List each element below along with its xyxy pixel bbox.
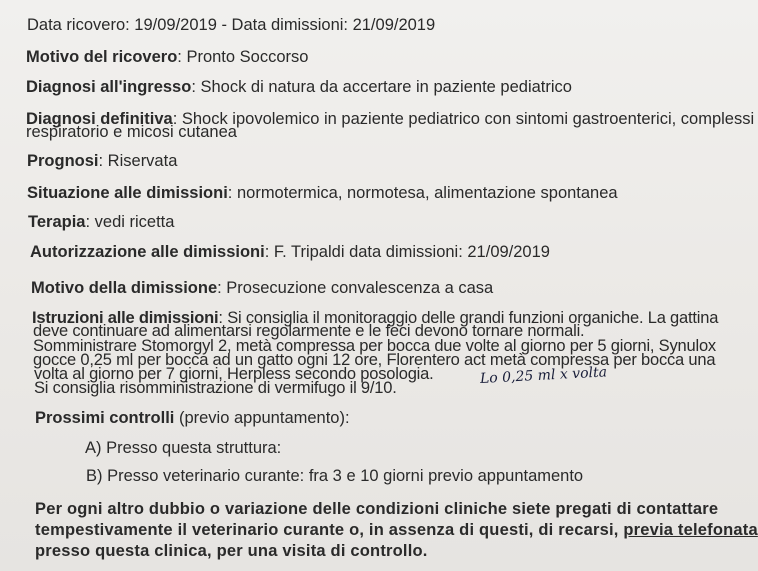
footer-line-1	[35, 501, 718, 518]
footer-text-3: presso questa clinica, per una visita di controllo.	[35, 542, 428, 560]
prognosi-label: Prognosi	[27, 152, 99, 170]
controlli-heading-bold: Prossimi controlli	[35, 409, 175, 427]
istruzioni-text-5: volta al giorno per 7 giorni, Herpless secondo posologia.	[34, 365, 434, 383]
handwritten-note: Lo 0,25 ml x volta	[479, 364, 608, 387]
footer-text-2: tempestivamente il veterinario curante o, in assenza di questi, di recarsi,	[35, 521, 624, 539]
controlli-item-b	[86, 468, 583, 485]
autorizzazione-row	[30, 244, 550, 261]
motivo-ricovero-value: : Pronto Soccorso	[177, 48, 309, 66]
diagnosi-definitiva-value: : Shock ipovolemico in paziente pediatrico con sintomi gastroenterici, complessi	[172, 110, 755, 128]
footer-line-2	[35, 522, 758, 539]
motivo-ricovero-row	[26, 49, 308, 66]
footer-line-3	[35, 543, 428, 560]
controlli-heading-rest: (previo appuntamento):	[174, 409, 350, 427]
controlli-item-b-text: B) Presso veterinario curante: fra 3 e 10 giorni previo appuntamento	[86, 467, 584, 485]
controlli-item-a-text: A) Presso questa struttura:	[85, 439, 282, 457]
autorizzazione-label: Autorizzazione alle dimissioni	[30, 243, 265, 261]
istruzioni-label: Istruzioni alle dimissioni	[32, 309, 219, 327]
autorizzazione-value: : F. Tripaldi data dimissioni: 21/09/2019	[264, 243, 550, 261]
diagnosi-ingresso-label: Diagnosi all'ingresso	[26, 78, 192, 96]
istruzioni-text-2: deve continuare ad alimentarsi regolarmente e le feci devono tornare normali.	[33, 322, 585, 340]
footer-link-previa-telefonata: previa telefonata	[623, 521, 758, 539]
motivo-ricovero-label: Motivo del ricovero	[26, 48, 178, 66]
date-line	[27, 17, 435, 34]
situazione-row	[27, 185, 618, 202]
diagnosi-ingresso-row	[26, 79, 572, 96]
istruzioni-line-6	[34, 380, 397, 397]
diagnosi-ingresso-value: : Shock di natura da accertare in paziente pediatrico	[191, 78, 572, 96]
motivo-dimissione-label: Motivo della dimissione	[31, 279, 218, 297]
controlli-item-a	[85, 440, 281, 457]
prognosi-row	[27, 153, 177, 170]
diagnosi-definitiva-label: Diagnosi definitiva	[26, 110, 173, 128]
istruzioni-text-1: : Si consiglia il monitoraggio delle grandi funzioni organiche. La gattina	[218, 309, 719, 327]
date-line-text: Data ricovero: 19/09/2019 - Data dimissioni: 21/09/2019	[27, 16, 436, 34]
prognosi-value: : Riservata	[98, 152, 178, 170]
diagnosi-definitiva-value-2: respiratorio e micosi cutanea	[26, 123, 237, 141]
footer-text-1: Per ogni altro dubbio o variazione delle condizioni cliniche siete pregati di contattare	[35, 500, 719, 518]
motivo-dimissione-row	[31, 280, 493, 297]
situazione-label: Situazione alle dimissioni	[27, 184, 228, 202]
situazione-value: : normotermica, normotesa, alimentazione spontanea	[227, 184, 618, 202]
terapia-label: Terapia	[28, 213, 86, 231]
istruzioni-text-6: Si consiglia risomministrazione di vermifugo il 9/10.	[34, 379, 397, 397]
motivo-dimissione-value: : Prosecuzione convalescenza a casa	[217, 279, 494, 297]
terapia-row	[28, 214, 174, 231]
diagnosi-definitiva-row-2	[26, 124, 237, 141]
terapia-value: : vedi ricetta	[85, 213, 175, 231]
istruzioni-text-4: gocce 0,25 ml per bocca ad un gatto ogni 12 ore, Florentero act metà compressa per bocca una	[33, 351, 716, 369]
controlli-heading	[35, 410, 350, 427]
istruzioni-text-3: Somministrare Stomorgyl 2, metà compressa per bocca due volte al giorno per 5 giorni, Synulox	[33, 337, 716, 355]
